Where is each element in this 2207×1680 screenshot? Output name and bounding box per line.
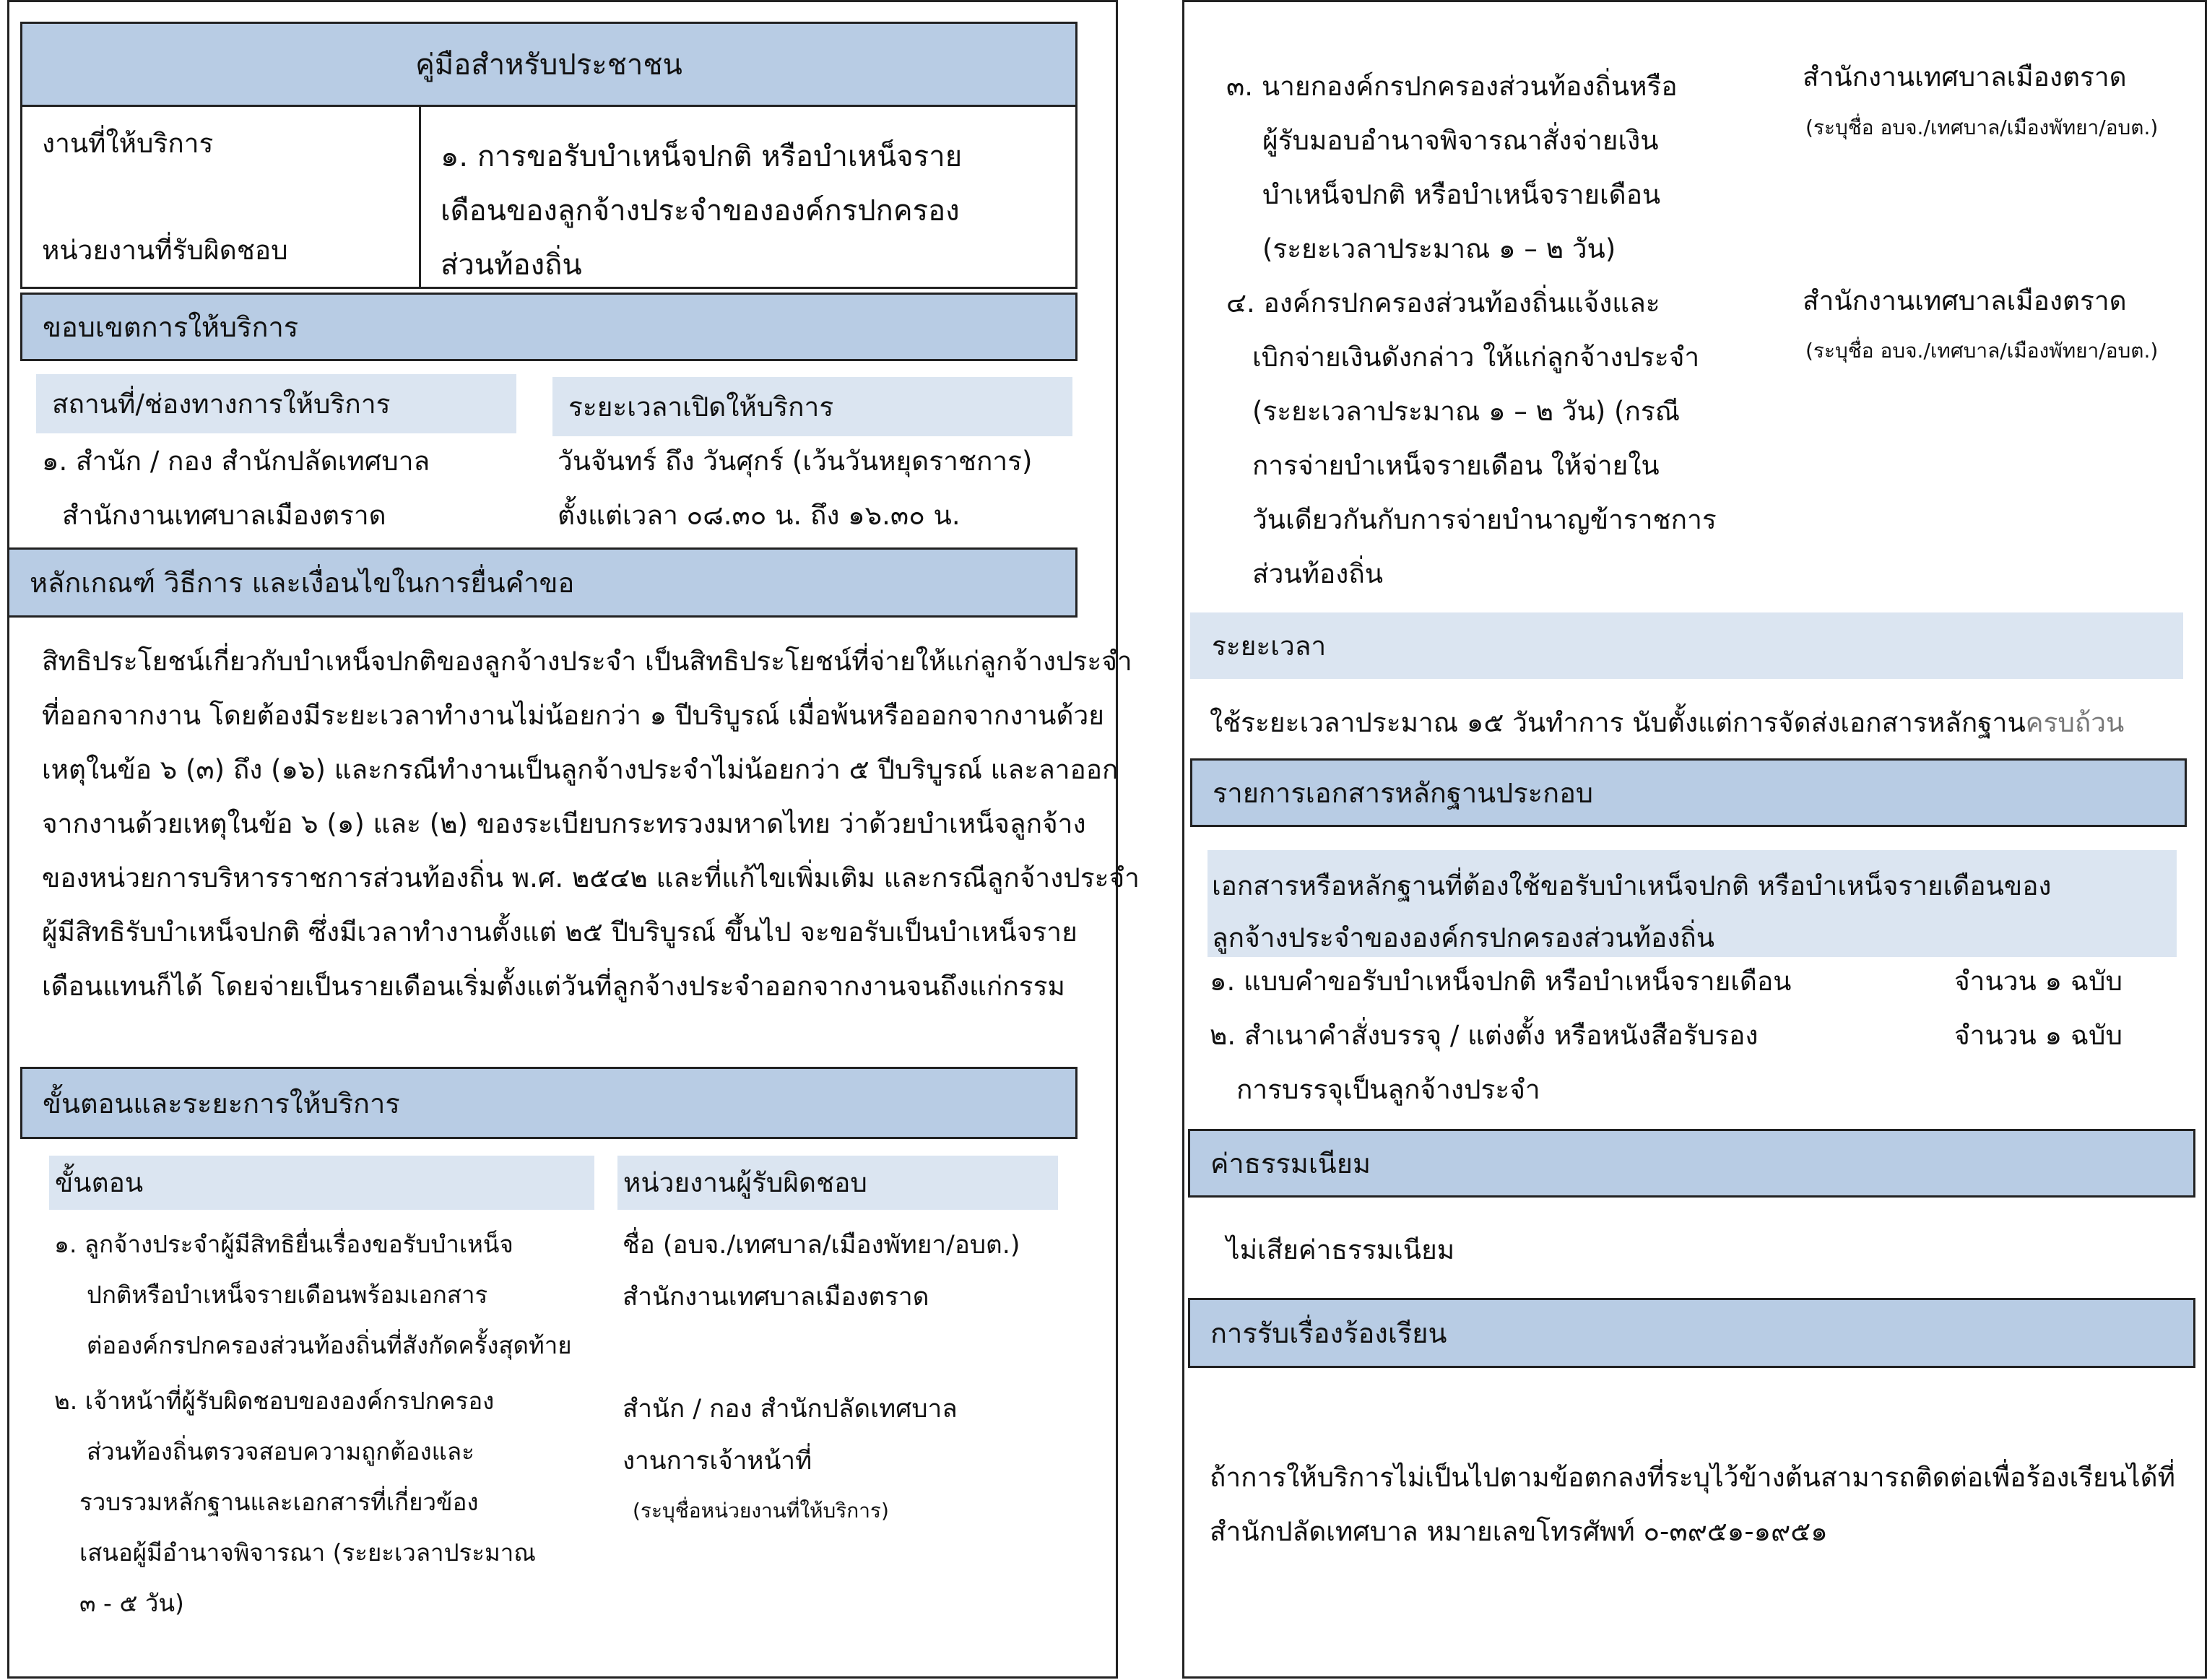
hours-header: ระยะเวลาเปิดให้บริการ [552, 377, 1072, 436]
criteria-text: สิทธิประโยชน์เกี่ยวกับบำเหน็จปกติของลูกจ้างประจำ เป็นสิทธิประโยชน์ที่จ่ายให้แก่ลูกจ้างประจำ ที่ออกจากงาน โดยต้องมีระยะเวลาทำงานไม่น้อยกว่า ๑ ปีบริบูรณ์ เมื่อพ้นหรือออกจากงานด้วย เหตุในข้อ ๖ (๓) ถึง (๑๖) และกรณีทำงานเป็นลูกจ้างประจำไม่น้อยกว่า ๕ ปีบริบูรณ์ และลาออก จากงานด้วยเหตุในข้อ ๖ (๑) และ (๒) ของระเบียบกระทรวงมหาดไทย ว่าด้วยบำเหน็จลูกจ้าง ของหน่วยการบริหารราชการส่วนท้องถิ่น พ.ศ. ๒๕๔๒ และที่แก้ไขเพิ่มเติม และกรณีลูกจ้างประจำ ผู้มีสิทธิรับบำเหน็จปกติ ซึ่งมีเวลาทำงานตั้งแต่ ๒๕ ปีบริบูรณ์ ขึ้นไป จะขอรับเป็นบำเหน็จราย เดือนแทนก็ได้ โดยจ่ายเป็นรายเดือนเริ่มตั้งแต่วันที่ลูกจ้างประจำออกจากงานจนถึงแก่กรรม [42, 646, 1140, 1002]
service-info-divider [419, 105, 421, 289]
doc-2-cont: การบรรจุเป็นลูกจ้างประจำ [1236, 1074, 1540, 1105]
step-3-agency: สำนักงานเทศบาลเมืองตราด [1803, 61, 2127, 92]
step-3: ๓. นายกองค์กรปกครองส่วนท้องถิ่นหรือ ผู้รับมอบอำนาจพิจารณาสั่งจ่ายเงิน บำเหน็จปกติ หรือบำเหน็จรายเดือน (ระยะเวลาประมาณ ๑ – ๒ วัน) [1226, 71, 1678, 264]
step-1: ๑. ลูกจ้างประจำผู้มีสิทธิยื่นเรื่องขอรับบำเหน็จ ปกติหรือบำเหน็จรายเดือนพร้อมเอกสาร ต่อองค์กรปกครองส่วนท้องถิ่นที่สังกัดครั้งสุดท้าย [54, 1230, 572, 1359]
step-2: ๒. เจ้าหน้าที่ผู้รับผิดชอบขององค์กรปกครอง ส่วนท้องถิ่นตรวจสอบความถูกต้องและ รวบรวมหลักฐานและเอกสารที่เกี่ยวข้อง เสนอผู้มีอำนาจพิจารณา (ระยะเวลาประมาณ ๓ - ๕ วัน) [54, 1387, 536, 1617]
hours-line-1: วันจันทร์ ถึง วันศุกร์ (เว้นวันหยุดราชการ) [558, 446, 1033, 477]
service-label: งานที่ให้บริการ [42, 128, 214, 159]
agency-col-header: หน่วยงานผู้รับผิดชอบ [617, 1156, 1058, 1210]
doc-1-qty: จำนวน ๑ ฉบับ [1954, 966, 2123, 997]
steps-header: ขั้นตอนและระยะการให้บริการ [20, 1067, 1078, 1139]
hours-line-2: ตั้งแต่เวลา ๐๘.๓๐ น. ถึง ๑๖.๓๐ น. [558, 500, 961, 531]
doc-2-qty: จำนวน ๑ ฉบับ [1954, 1020, 2123, 1051]
step-3-agency-note: (ระบุชื่อ อบจ./เทศบาล/เมืองพัทยา/อบต.) [1805, 116, 2159, 139]
service-name: ๑. การขอรับบำเหน็จปกติ หรือบำเหน็จราย เดือนของลูกจ้างประจำขององค์กรปกครอง ส่วนท้องถิ่น [441, 140, 963, 282]
fee-header: ค่าธรรมเนียม [1188, 1129, 2195, 1198]
duration-header: ระยะเวลา [1190, 612, 2183, 679]
agency-label: หน่วยงานที่รับผิดชอบ [42, 235, 288, 266]
step-col-header: ขั้นตอน [49, 1156, 594, 1210]
complaint-header: การรับเรื่องร้องเรียน [1188, 1298, 2195, 1368]
doc-1: ๑. แบบคำขอรับบำเหน็จปกติ หรือบำเหน็จรายเดือน [1210, 966, 1792, 997]
duration-text: ใช้ระยะเวลาประมาณ ๑๕ วันทำการ นับตั้งแต่การจัดส่งเอกสารหลักฐานครบถ้วน [1210, 707, 2125, 738]
step-2-agency: สำนัก / กอง สำนักปลัดเทศบาล งานการเจ้าหน้าที่ [623, 1395, 958, 1476]
step-4: ๔. องค์กรปกครองส่วนท้องถิ่นแจ้งและ เบิกจ่ายเงินดังกล่าว ให้แก่ลูกจ้างประจำ (ระยะเวลาประมาณ ๑ – ๒ วัน) (กรณี การจ่ายบำเหน็จรายเดือน ให้จ่ายใน วันเดียวกันกับการจ่ายบำนาญข้าราชการ ส่วนท้องถิ่น [1226, 287, 1717, 589]
documents-header: รายการเอกสารหลักฐานประกอบ [1190, 758, 2187, 827]
criteria-header: หลักเกณฑ์ วิธีการ และเงื่อนไขในการยื่นคำขอ [7, 547, 1078, 618]
step-4-agency: สำนักงานเทศบาลเมืองตราด [1803, 285, 2127, 316]
doc-2: ๒. สำเนาคำสั่งบรรจุ / แต่งตั้ง หรือหนังสือรับรอง [1210, 1020, 1759, 1051]
location-header: สถานที่/ช่องทางการให้บริการ [36, 374, 516, 433]
step-1-agency: ชื่อ (อบจ./เทศบาล/เมืองพัทยา/อบต.) สำนักงานเทศบาลเมืองตราด [623, 1231, 1020, 1312]
fee-text: ไม่เสียค่าธรรมเนียม [1226, 1234, 1455, 1265]
documents-intro: เอกสารหรือหลักฐานที่ต้องใช้ขอรับบำเหน็จปกติ หรือบำเหน็จรายเดือนของ ลูกจ้างประจำขององค์กรปกครองส่วนท้องถิ่น [1207, 850, 2177, 957]
page-title: คู่มือสำหรับประชาชน [20, 22, 1078, 107]
location-line-2: สำนักงานเทศบาลเมืองตราด [62, 500, 386, 531]
complaint-text: ถ้าการให้บริการไม่เป็นไปตามข้อตกลงที่ระบุไว้ข้างต้นสามารถติดต่อเพื่อร้องเรียนได้ที่ สำนักปลัดเทศบาล หมายเลขโทรศัพท์ ๐-๓๙๕๑-๑๙๕๑ [1210, 1462, 2176, 1547]
scope-header: ขอบเขตการให้บริการ [20, 293, 1078, 361]
step-4-agency-note: (ระบุชื่อ อบจ./เทศบาล/เมืองพัทยา/อบต.) [1805, 339, 2159, 363]
location-line-1: ๑. สำนัก / กอง สำนักปลัดเทศบาล [42, 446, 430, 477]
step-2-agency-note: (ระบุชื่อหน่วยงานที่ให้บริการ) [633, 1499, 889, 1523]
